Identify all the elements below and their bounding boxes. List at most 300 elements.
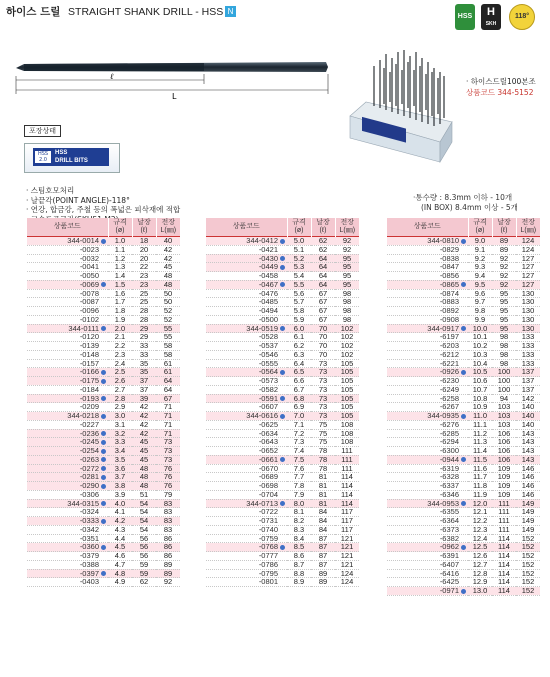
spacer bbox=[280, 378, 285, 383]
product-code-cell: -0148 bbox=[27, 350, 109, 359]
product-code-cell: 344-0218 bbox=[27, 412, 109, 421]
size-cell: 12.0 bbox=[468, 499, 492, 508]
length-cell: 48 bbox=[156, 272, 180, 281]
flute-cell: 106 bbox=[492, 447, 516, 456]
size-cell: 12.9 bbox=[468, 578, 492, 587]
flute-cell: 42 bbox=[132, 403, 156, 412]
size-cell: 3.2 bbox=[108, 429, 132, 438]
table-row bbox=[27, 429, 181, 438]
size-cell: 11.5 bbox=[468, 455, 492, 464]
size-cell: 3.3 bbox=[108, 438, 132, 447]
length-cell: 67 bbox=[156, 394, 180, 403]
size-cell: 9.0 bbox=[468, 237, 492, 246]
length-cell: 92 bbox=[156, 578, 180, 587]
spacer bbox=[280, 343, 285, 348]
product-code-cell: -0698 bbox=[206, 482, 288, 491]
length-cell: 42 bbox=[156, 254, 180, 263]
size-cell: 9.6 bbox=[468, 289, 492, 298]
size-cell: 10.1 bbox=[468, 333, 492, 342]
size-cell: 6.5 bbox=[287, 368, 311, 377]
product-code-cell: -0829 bbox=[387, 245, 469, 254]
size-cell: 12.6 bbox=[468, 552, 492, 561]
set-item-dot-icon bbox=[280, 326, 285, 331]
spacer bbox=[280, 439, 285, 444]
table-row bbox=[387, 525, 541, 534]
package-label: 포장상태 bbox=[24, 125, 61, 137]
length-cell: 89 bbox=[156, 569, 180, 578]
size-cell: 6.1 bbox=[287, 333, 311, 342]
product-code-cell: -0865 bbox=[387, 280, 469, 289]
length-cell: 140 bbox=[516, 403, 540, 412]
table-row bbox=[27, 473, 181, 482]
length-cell: 73 bbox=[156, 447, 180, 456]
flute-cell: 78 bbox=[311, 464, 335, 473]
length-cell: 130 bbox=[516, 289, 540, 298]
table-row bbox=[387, 552, 541, 561]
flute-cell: 48 bbox=[132, 473, 156, 482]
product-code-cell: -0050 bbox=[27, 272, 109, 281]
size-cell: 8.8 bbox=[287, 569, 311, 578]
length-cell: 143 bbox=[516, 447, 540, 456]
package-card-bottom: DRILL BITS bbox=[55, 158, 88, 164]
table-row bbox=[206, 534, 360, 543]
table-row bbox=[206, 447, 360, 456]
size-cell: 12.7 bbox=[468, 560, 492, 569]
length-cell: 133 bbox=[516, 350, 540, 359]
length-cell: 108 bbox=[335, 438, 359, 447]
spacer bbox=[280, 273, 285, 278]
flute-cell: 45 bbox=[132, 455, 156, 464]
table-header-row bbox=[206, 218, 360, 237]
product-code-cell: 344-0810 bbox=[387, 237, 469, 246]
product-code-cell: -6212 bbox=[387, 350, 469, 359]
size-cell: 1.1 bbox=[108, 245, 132, 254]
table-row bbox=[387, 508, 541, 517]
table-row bbox=[27, 359, 181, 368]
table-row bbox=[27, 280, 181, 289]
product-code-cell: -0236 bbox=[27, 429, 109, 438]
flute-cell: 70 bbox=[311, 342, 335, 351]
col-header-size: 규격 (ø) bbox=[108, 218, 132, 237]
table-row bbox=[206, 254, 360, 263]
size-cell: 2.7 bbox=[108, 385, 132, 394]
size-cell: 1.3 bbox=[108, 263, 132, 272]
length-cell: 124 bbox=[335, 569, 359, 578]
table-row bbox=[206, 525, 360, 534]
length-cell: 146 bbox=[516, 490, 540, 499]
table-row bbox=[206, 350, 360, 359]
table-row bbox=[387, 438, 541, 447]
size-cell: 6.0 bbox=[287, 324, 311, 333]
flute-cell: 42 bbox=[132, 412, 156, 421]
size-cell: 6.2 bbox=[287, 342, 311, 351]
length-cell: 92 bbox=[335, 245, 359, 254]
size-cell: 4.9 bbox=[108, 578, 132, 587]
flute-cell: 98 bbox=[492, 333, 516, 342]
length-cell: 52 bbox=[156, 307, 180, 316]
col-header-length: 전장 L(㎜) bbox=[335, 218, 359, 237]
flute-cell: 37 bbox=[132, 377, 156, 386]
length-cell: 95 bbox=[335, 280, 359, 289]
product-code-cell: -0430 bbox=[206, 254, 288, 263]
set-item-dot-icon bbox=[461, 239, 466, 244]
flute-cell: 95 bbox=[492, 298, 516, 307]
size-cell: 10.4 bbox=[468, 359, 492, 368]
flute-cell: 92 bbox=[492, 254, 516, 263]
product-code-cell: -6382 bbox=[387, 534, 469, 543]
title-english: STRAIGHT SHANK DRILL - HSS bbox=[68, 6, 224, 18]
spacer bbox=[280, 308, 285, 313]
flute-cell: 95 bbox=[492, 315, 516, 324]
size-cell: 2.9 bbox=[108, 403, 132, 412]
spacer bbox=[101, 264, 106, 269]
length-cell: 50 bbox=[156, 298, 180, 307]
package-section bbox=[24, 118, 120, 173]
spacer bbox=[280, 334, 285, 339]
size-cell: 9.1 bbox=[468, 245, 492, 254]
length-cell: 121 bbox=[335, 560, 359, 569]
length-cell: 95 bbox=[335, 254, 359, 263]
table-row bbox=[387, 385, 541, 394]
product-code-cell: -0582 bbox=[206, 385, 288, 394]
table-row bbox=[206, 307, 360, 316]
size-cell: 10.3 bbox=[468, 350, 492, 359]
flute-cell: 92 bbox=[492, 272, 516, 281]
size-cell: 5.5 bbox=[287, 280, 311, 289]
new-badge: N bbox=[225, 6, 236, 17]
product-code-cell: -6276 bbox=[387, 420, 469, 429]
flute-cell: 73 bbox=[311, 359, 335, 368]
product-code-cell: 344-0519 bbox=[206, 324, 288, 333]
flute-cell: 29 bbox=[132, 333, 156, 342]
product-code-cell: -0704 bbox=[206, 490, 288, 499]
table-row bbox=[387, 543, 541, 552]
flute-cell: 78 bbox=[311, 447, 335, 456]
table-row bbox=[387, 333, 541, 342]
length-cell: 71 bbox=[156, 429, 180, 438]
col-header-code: 상품코드 bbox=[387, 218, 469, 237]
flute-cell: 37 bbox=[132, 385, 156, 394]
flute-cell: 98 bbox=[492, 342, 516, 351]
product-code-cell: -0041 bbox=[27, 263, 109, 272]
spacer bbox=[280, 387, 285, 392]
h-icon-letter: H bbox=[487, 6, 495, 18]
flute-cell: 18 bbox=[132, 237, 156, 246]
set-item-dot-icon bbox=[280, 457, 285, 462]
flute-cell: 81 bbox=[311, 473, 335, 482]
set-item-dot-icon bbox=[280, 370, 285, 375]
size-cell: 2.5 bbox=[108, 368, 132, 377]
set-item-dot-icon bbox=[280, 414, 285, 419]
flute-cell: 89 bbox=[492, 237, 516, 246]
table-row bbox=[27, 438, 181, 447]
flute-cell: 64 bbox=[311, 280, 335, 289]
flute-cell: 42 bbox=[132, 420, 156, 429]
table-row bbox=[387, 368, 541, 377]
table-row bbox=[206, 473, 360, 482]
flute-cell: 67 bbox=[311, 307, 335, 316]
size-cell: 10.5 bbox=[468, 368, 492, 377]
product-code-cell: -0175 bbox=[27, 377, 109, 386]
spacer bbox=[280, 474, 285, 479]
spacer bbox=[461, 291, 466, 296]
flute-cell: 29 bbox=[132, 324, 156, 333]
table-row bbox=[387, 560, 541, 569]
table-row bbox=[387, 280, 541, 289]
table-row bbox=[206, 552, 360, 561]
product-code-cell: -6355 bbox=[387, 508, 469, 517]
table-row bbox=[27, 525, 181, 534]
length-cell: 76 bbox=[156, 482, 180, 491]
flute-cell: 28 bbox=[132, 315, 156, 324]
spacer bbox=[461, 299, 466, 304]
product-code-cell: -6203 bbox=[387, 342, 469, 351]
size-cell: 11.4 bbox=[468, 447, 492, 456]
length-cell: 130 bbox=[516, 315, 540, 324]
table-row bbox=[27, 237, 181, 246]
product-code-cell: -0801 bbox=[206, 578, 288, 587]
table-row bbox=[387, 359, 541, 368]
set-item-dot-icon bbox=[101, 545, 106, 550]
table-row bbox=[206, 324, 360, 333]
stock-note: ·통수량 : 8.3mm 이하 - 10개 (IN BOX) 8.4mm 이상 - 5개 bbox=[413, 193, 518, 212]
spacer bbox=[461, 352, 466, 357]
flute-cell: 98 bbox=[492, 350, 516, 359]
length-cell: 105 bbox=[335, 368, 359, 377]
size-cell: 7.7 bbox=[287, 473, 311, 482]
product-code-cell: -0634 bbox=[206, 429, 288, 438]
length-cell: 127 bbox=[516, 263, 540, 272]
size-cell: 8.1 bbox=[287, 508, 311, 517]
size-cell: 1.7 bbox=[108, 298, 132, 307]
flute-cell: 67 bbox=[311, 298, 335, 307]
size-cell: 7.1 bbox=[287, 420, 311, 429]
table-row bbox=[387, 447, 541, 456]
flute-cell: 73 bbox=[311, 377, 335, 386]
length-cell: 50 bbox=[156, 289, 180, 298]
length-cell: 105 bbox=[335, 394, 359, 403]
product-code-cell: -0625 bbox=[206, 420, 288, 429]
size-cell: 9.4 bbox=[468, 272, 492, 281]
table-row bbox=[206, 342, 360, 351]
table-row bbox=[27, 490, 181, 499]
product-code-cell: -0227 bbox=[27, 420, 109, 429]
spacer bbox=[461, 483, 466, 488]
length-cell: 83 bbox=[156, 517, 180, 526]
h-tolerance-icon bbox=[481, 4, 501, 30]
spacer bbox=[461, 474, 466, 479]
flute-cell: 23 bbox=[132, 272, 156, 281]
table-row bbox=[27, 385, 181, 394]
set-item-dot-icon bbox=[101, 239, 106, 244]
product-code-cell: -0166 bbox=[27, 368, 109, 377]
product-code-cell: -0908 bbox=[387, 315, 469, 324]
table-row bbox=[387, 298, 541, 307]
length-cell: 121 bbox=[335, 552, 359, 561]
spec-table-2 bbox=[205, 218, 359, 587]
flute-cell: 111 bbox=[492, 517, 516, 526]
flute-cell: 87 bbox=[311, 560, 335, 569]
size-cell: 2.4 bbox=[108, 359, 132, 368]
flute-cell: 111 bbox=[492, 508, 516, 517]
size-cell: 6.3 bbox=[287, 350, 311, 359]
size-cell: 4.8 bbox=[108, 569, 132, 578]
spacer bbox=[461, 571, 466, 576]
table-row bbox=[387, 578, 541, 587]
flute-cell: 73 bbox=[311, 368, 335, 377]
flute-cell: 59 bbox=[132, 560, 156, 569]
spacer bbox=[101, 509, 106, 514]
length-cell: 127 bbox=[516, 272, 540, 281]
size-cell: 2.3 bbox=[108, 350, 132, 359]
size-cell: 9.8 bbox=[468, 307, 492, 316]
size-cell: 7.5 bbox=[287, 455, 311, 464]
size-cell: 1.4 bbox=[108, 272, 132, 281]
flute-cell: 81 bbox=[311, 490, 335, 499]
size-cell: 11.1 bbox=[468, 420, 492, 429]
length-cell: 146 bbox=[516, 464, 540, 473]
product-code-cell: -0759 bbox=[206, 534, 288, 543]
flute-cell: 84 bbox=[311, 517, 335, 526]
length-cell: 137 bbox=[516, 368, 540, 377]
table-header-row bbox=[387, 218, 541, 237]
flute-cell: 70 bbox=[311, 350, 335, 359]
spacer bbox=[461, 527, 466, 532]
flute-cell: 106 bbox=[492, 438, 516, 447]
product-code-cell: -0722 bbox=[206, 508, 288, 517]
table-row bbox=[206, 280, 360, 289]
flute-cell: 25 bbox=[132, 289, 156, 298]
spacer bbox=[101, 291, 106, 296]
length-cell: 98 bbox=[335, 298, 359, 307]
spacer bbox=[280, 553, 285, 558]
flute-cell: 25 bbox=[132, 298, 156, 307]
flute-cell: 73 bbox=[311, 394, 335, 403]
flute-cell: 56 bbox=[132, 552, 156, 561]
length-cell: 102 bbox=[335, 333, 359, 342]
flute-cell: 54 bbox=[132, 508, 156, 517]
size-cell: 6.4 bbox=[287, 359, 311, 368]
length-cell: 130 bbox=[516, 324, 540, 333]
product-code-cell: -0032 bbox=[27, 254, 109, 263]
spacer bbox=[280, 317, 285, 322]
product-code-cell: -0254 bbox=[27, 447, 109, 456]
length-cell: 76 bbox=[156, 464, 180, 473]
size-cell: 11.2 bbox=[468, 429, 492, 438]
table-row bbox=[27, 560, 181, 569]
spacer bbox=[101, 308, 106, 313]
product-code-cell: -6319 bbox=[387, 464, 469, 473]
flute-cell: 54 bbox=[132, 525, 156, 534]
set-code: 상품코드 344-5152 bbox=[466, 88, 534, 97]
table-row bbox=[206, 298, 360, 307]
table-row bbox=[206, 578, 360, 587]
table-row bbox=[387, 342, 541, 351]
flute-cell: 95 bbox=[492, 324, 516, 333]
spacer bbox=[461, 439, 466, 444]
spacer bbox=[461, 579, 466, 584]
point-angle-icon: 118° bbox=[509, 4, 535, 30]
spacer bbox=[461, 509, 466, 514]
spacer bbox=[101, 299, 106, 304]
set-item-dot-icon bbox=[280, 239, 285, 244]
size-cell: 6.8 bbox=[287, 394, 311, 403]
spacer bbox=[280, 527, 285, 532]
length-cell: 102 bbox=[335, 350, 359, 359]
table-row bbox=[206, 237, 360, 246]
length-cell: 95 bbox=[335, 272, 359, 281]
flute-cell: 22 bbox=[132, 263, 156, 272]
spacer bbox=[280, 579, 285, 584]
size-cell: 10.6 bbox=[468, 377, 492, 386]
table-row bbox=[387, 569, 541, 578]
table-row bbox=[27, 412, 181, 421]
table-row bbox=[206, 315, 360, 324]
spacer bbox=[461, 256, 466, 261]
size-cell: 5.3 bbox=[287, 263, 311, 272]
spacer bbox=[101, 553, 106, 558]
flute-cell: 78 bbox=[311, 455, 335, 464]
flute-cell: 75 bbox=[311, 438, 335, 447]
h-icon-sub: SKH bbox=[485, 21, 497, 27]
length-cell: 102 bbox=[335, 324, 359, 333]
spacer bbox=[101, 536, 106, 541]
length-cell: 79 bbox=[156, 490, 180, 499]
set-item-dot-icon bbox=[461, 370, 466, 375]
table-row bbox=[387, 307, 541, 316]
length-cell: 152 bbox=[516, 569, 540, 578]
flute-cell: 62 bbox=[311, 237, 335, 246]
length-cell: 146 bbox=[516, 473, 540, 482]
spacer bbox=[280, 536, 285, 541]
col-header-code: 상품코드 bbox=[27, 218, 109, 237]
size-cell: 1.6 bbox=[108, 289, 132, 298]
table-row bbox=[27, 578, 181, 587]
table-row bbox=[27, 245, 181, 254]
flute-cell: 70 bbox=[311, 324, 335, 333]
product-code-cell: -6346 bbox=[387, 490, 469, 499]
length-cell: 102 bbox=[335, 342, 359, 351]
table-row bbox=[27, 394, 181, 403]
spacer bbox=[101, 562, 106, 567]
size-cell: 3.0 bbox=[108, 412, 132, 421]
size-cell: 8.0 bbox=[287, 499, 311, 508]
table-row bbox=[206, 245, 360, 254]
table-row bbox=[206, 289, 360, 298]
product-code-cell: 344-0917 bbox=[387, 324, 469, 333]
product-code-cell: -0023 bbox=[27, 245, 109, 254]
size-cell: 11.3 bbox=[468, 438, 492, 447]
product-code-cell: -6364 bbox=[387, 517, 469, 526]
set-item-dot-icon bbox=[461, 501, 466, 506]
table-row bbox=[27, 307, 181, 316]
size-cell: 3.7 bbox=[108, 473, 132, 482]
product-code-cell: -0564 bbox=[206, 368, 288, 377]
product-code-cell: 344-0014 bbox=[27, 237, 109, 246]
length-cell: 86 bbox=[156, 534, 180, 543]
length-cell: 55 bbox=[156, 324, 180, 333]
table-row bbox=[387, 324, 541, 333]
spacer bbox=[461, 247, 466, 252]
spacer bbox=[280, 509, 285, 514]
set-item-dot-icon bbox=[101, 519, 106, 524]
product-code-cell: -0652 bbox=[206, 447, 288, 456]
set-name: · 하이스드릴100본조 bbox=[466, 77, 536, 86]
spacer bbox=[280, 404, 285, 409]
product-code-cell: -0403 bbox=[27, 578, 109, 587]
size-cell: 4.6 bbox=[108, 552, 132, 561]
overall-length-label: L bbox=[172, 92, 177, 101]
